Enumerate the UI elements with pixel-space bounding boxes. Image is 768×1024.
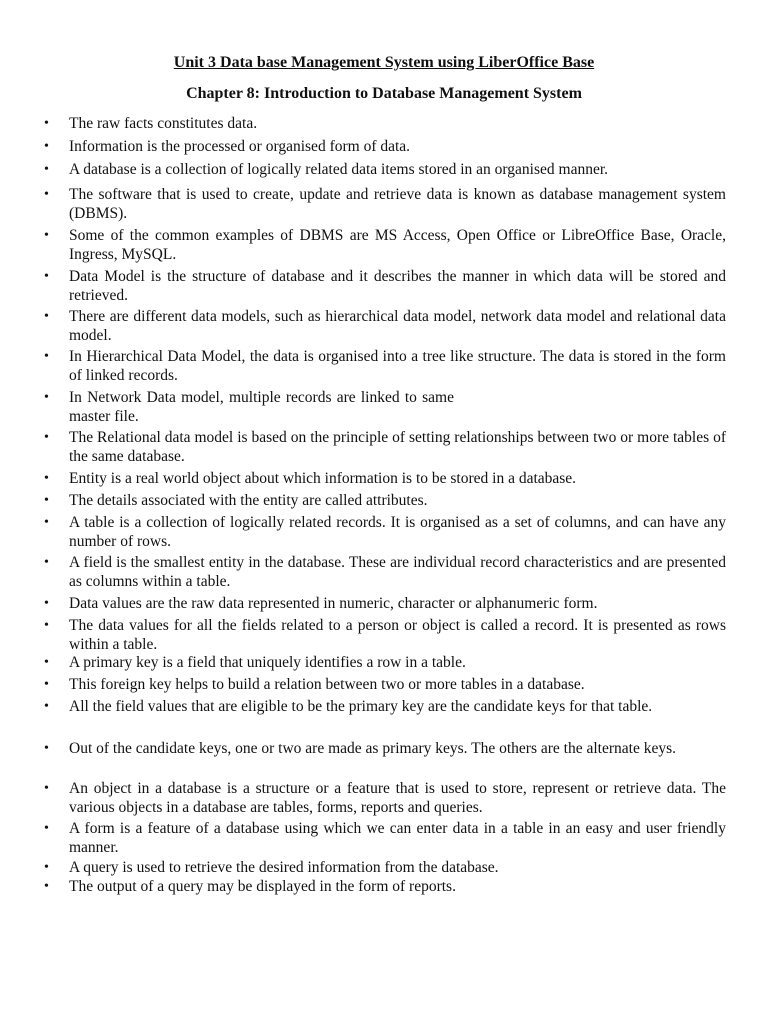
list-item (44, 859, 726, 878)
bullet-text: An object in a database is a structure or a feature that is used to store, represent or retrieve data. The various objects in a database are tables, forms, reports and queries. (69, 780, 726, 816)
bullet-icon: • (44, 618, 49, 633)
bullet-text: The Relational data model is based on the principle of setting relationships between two or more tables of the same database. (69, 429, 726, 465)
bullet-text: A database is a collection of logically related data items stored in an organised manner. (69, 161, 609, 178)
bullet-text: A form is a feature of a database using which we can enter data in a table in an easy and user friendly manner. (69, 820, 726, 856)
bullet-icon: • (44, 821, 49, 836)
bullet-icon: • (44, 860, 49, 875)
list-item (44, 780, 726, 817)
bullet-text: In Network Data model, multiple records are linked to same master file. (69, 389, 454, 425)
list-item (44, 389, 726, 426)
bullet-text: Out of the candidate keys, one or two are made as primary keys. The others are the alternate keys. (69, 740, 676, 757)
list-item (44, 348, 726, 385)
list-item (44, 268, 726, 305)
bullet-icon: • (44, 741, 49, 756)
list-item (44, 186, 726, 223)
bullet-icon: • (44, 430, 49, 445)
bullet-icon: • (44, 879, 49, 894)
bullet-icon: • (44, 162, 49, 177)
bullet-text: Some of the common examples of DBMS are MS Access, Open Office or LibreOffice Base, Oracle, Ingress, MySQL. (69, 227, 726, 263)
bullet-text: Data Model is the structure of database and it describes the manner in which data will be stored and retrieved. (69, 268, 726, 304)
bullet-text: Data values are the raw data represented in numeric, character or alphanumeric form. (69, 595, 598, 612)
list-item (44, 617, 726, 654)
bullet-text: The raw facts constitutes data. (69, 115, 258, 132)
list-item (44, 514, 726, 551)
bullet-icon: • (44, 139, 49, 154)
list-item (44, 161, 726, 180)
bullet-icon: • (44, 699, 49, 714)
list-item (44, 470, 726, 489)
list-item (44, 740, 726, 759)
list-item (44, 554, 726, 591)
bullet-icon: • (44, 116, 49, 131)
list-item (44, 820, 726, 857)
bullet-icon: • (44, 493, 49, 508)
bullet-text: The details associated with the entity are called attributes. (69, 492, 428, 509)
bullet-icon: • (44, 555, 49, 570)
bullet-icon: • (44, 655, 49, 670)
list-item (44, 115, 726, 134)
bullet-text: In Hierarchical Data Model, the data is organised into a tree like structure. The data is stored in the form of linked records. (69, 348, 726, 384)
bullet-icon: • (44, 228, 49, 243)
unit-title: Unit 3 Data base Management System using LiberOffice Base (173, 54, 595, 71)
bullet-text: All the field values that are eligible to be the primary key are the candidate keys for that table. (69, 698, 653, 715)
bullet-text: A primary key is a field that uniquely identifies a row in a table. (69, 654, 466, 671)
list-item (44, 595, 726, 614)
bullet-text: A query is used to retrieve the desired information from the database. (69, 859, 499, 876)
list-item (44, 429, 726, 466)
bullet-text: There are different data models, such as hierarchical data model, network data model and relational data model. (69, 308, 726, 344)
bullet-icon: • (44, 515, 49, 530)
bullet-text: The output of a query may be displayed in the form of reports. (69, 878, 456, 895)
list-item (44, 308, 726, 345)
chapter-title: Chapter 8: Introduction to Database Management System (186, 85, 582, 102)
bullet-text: The data values for all the fields related to a person or object is called a record. It is presented as rows within a table. (69, 617, 726, 653)
bullet-icon: • (44, 781, 49, 796)
bullet-icon: • (44, 349, 49, 364)
list-item (44, 138, 726, 157)
bullet-text: Entity is a real world object about which information is to be stored in a database. (69, 470, 577, 487)
bullet-text: The software that is used to create, update and retrieve data is known as database management system (DBMS). (69, 186, 726, 222)
bullet-icon: • (44, 390, 49, 405)
list-item (44, 227, 726, 264)
list-item (44, 492, 726, 511)
bullet-icon: • (44, 187, 49, 202)
list-item (44, 698, 726, 717)
list-item (44, 676, 726, 695)
bullet-icon: • (44, 269, 49, 284)
list-item (44, 654, 726, 673)
bullet-icon: • (44, 596, 49, 611)
bullet-text: This foreign key helps to build a relation between two or more tables in a database. (69, 676, 585, 693)
bullet-icon: • (44, 677, 49, 692)
bullet-text: A table is a collection of logically related records. It is organised as a set of columns, and can have any number of rows. (69, 514, 726, 550)
bullet-text: Information is the processed or organised form of data. (69, 138, 411, 155)
bullet-text: A field is the smallest entity in the database. These are individual record characteristics and are presented as columns within a table. (69, 554, 726, 590)
list-item (44, 878, 726, 897)
bullet-icon: • (44, 471, 49, 486)
bullet-icon: • (44, 309, 49, 324)
